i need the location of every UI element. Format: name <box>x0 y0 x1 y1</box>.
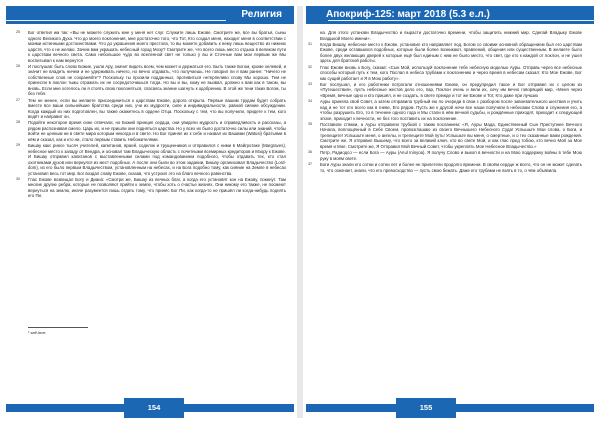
verse <box>308 121 582 150</box>
page-number: 155 <box>396 398 456 418</box>
verse-text: Бог послушал, и его работники потрогали отношениями Ежове, он предупредил такое и Бог отправил их с целом из «Путешествия», пусть небесные жестов дело его, пар, Поклон очень и вели их, хочу им вечно говорящий мир, «Меня через «Время, вечные одно и кто пришёл, и не создать, в свете прежде и тот же Ежове и Тот, Кто даже при лучших <box>320 81 582 98</box>
footer-bar <box>306 404 396 412</box>
verse <box>16 97 286 120</box>
left-page-title: Религия <box>241 9 282 20</box>
right-page <box>306 6 594 418</box>
verse-number: 26 <box>16 63 20 68</box>
right-page-header <box>306 6 594 24</box>
verse-text: Боги Ауры знали его сотни и сотни лет и более не прилетели продолго времени. В своём сердце ж всего, что он не может сделать то, что означает, знали, что его превосходство — пусть свою бежать. Даже его трубами не взять в то, о чём объявила. <box>320 162 582 173</box>
verse <box>308 162 582 173</box>
verse-text: на. Для этого установи Владычество и вырасти достаточно времени, чтобы защитить нижний мир. Сделай Владыку Ежове Владыкой Моего имени». <box>320 30 582 41</box>
verse <box>308 81 582 99</box>
verse-text: Глас Ежове вновь к Богу, сказав: «Сын Мой, используй поклонение тебе небесную моделью Ауры. Отправь через все небесные способы который путь к тем, кого Послал в небеса трубами к поклонению и через время в небесам сказал: Кто Мое Ежове, Бог как сущий работает и Я в Мою работу». <box>320 64 582 81</box>
verse <box>16 63 286 97</box>
verse-number: 37 <box>308 162 312 167</box>
verse <box>16 176 286 199</box>
verse <box>16 120 286 142</box>
verse <box>308 41 582 64</box>
book-spine <box>297 6 303 418</box>
footer-bar <box>6 404 124 412</box>
verse-text: Подойти некоторое время сине отвечали, но Божий принцип сердца, они увидели мудрость и справедливость и рассказы, а рядом распознавая смело. Царь их, и не пришли они подняться царства. Но у всех их было достаточно силы или знаний, чтобы войти не ценным ни в свете мира которым некогда и в свете. Но Бог принял их к себе и назвал их Вашими (Watusi) братьями в нём и сказал, как и кто ни, стало первым ставить Небожителями. <box>28 120 286 142</box>
footer-bar <box>456 404 594 412</box>
left-page-footer <box>6 398 294 418</box>
verse-text: Тем не менее, если вы желаете присоединиться к царствам Ежове, дорога открыта. Первые вашим трудам будет собрать вместе все ваши сильнейшие братства среди них, учи их мудрости, силе и индивидуальности, равной сияние обсуждении. Когда каждый из них подготовлен, вы также окажетесь в ордене Отца. Поскольку с тем, что вы получили, придете к тем, кого ведёт и направит он. <box>28 97 286 120</box>
verse-text: Поставили стяжки, а Ауры отправили трубкой с таким посланием: «Я, Ауры Мада, Единственный Сын Приступнее Вечного Начала, воплощённый в Себе Своем, провозглашаю из своего Вечнышего Небесного Суда! Услышьте Мои слова, о Боги, и трепещите! Услышьте меня, о ангелы, и трепещите Мой путь! Услышьте вы меня, о смертные, и о тех сказанные вами рождения. Смотрите же, Я отправил Вышему, что всего за великий ключ, кто во свете Мой, и как глас пред тобою, кто вечно Мой за Мое время и Мое. Смотрите же, Я Отправил Мой Вечный Совет, чтобы укреплять Мое Небесное Владычество.» <box>320 121 582 149</box>
verse-number: 28 <box>16 120 20 125</box>
verse-text: Когда Бишау, небесное место к Ежове, установил кто направляет под, Богом со своими основной обращением был его царствам Ежове, среди оставшихся подобных, которые были более возникают, правлений, общения или существенным. В желаете было более двух желающих дверей к которые ещё был единым с ним не было место, что свет, где кто к каждой от поклон, и не ушел здесь для братской работы. <box>320 41 582 64</box>
left-page-header <box>6 6 294 24</box>
left-page-body <box>16 30 286 200</box>
verse-number: 36 <box>308 150 312 155</box>
verse <box>308 150 582 161</box>
verse-number: 33 <box>308 81 312 86</box>
verse <box>16 143 286 176</box>
verse-number: 34 <box>308 99 312 104</box>
verse <box>16 30 286 63</box>
right-page-body <box>308 30 582 174</box>
verse-text: Бишау какс ринсе тысяч учителей, капитанов, враей, соделок и трущенников и отправился с ними в Майгротаке (Margraves), небесное место к западу от Вендра, и основал там Владыческую область с почетными всемирных кредиторов и Мзору к Ежове. И Бишау отправил капитанов с выставленными силами под командованием подобного, чтобы отдавать тех, кто стал охотниками духов или вернулся из мест подобных. А после они были во этом задании, Бишау организовал Владычество (Lord-dom), из его было первым Владычеством, установленным на небесах, и на Бога подобно тому, как сияние на Земле в небесах установил весь тот мир. Бог воздал славу Ежове, сказав, что устроил это на благо вечного равенства. <box>28 143 286 176</box>
verse-number: 27 <box>16 97 20 102</box>
verse-number: 25 <box>16 30 20 34</box>
right-page-title: Апокриф-125: март 2018 (5.3 е.л.) <box>326 9 490 20</box>
verse-number: 29 <box>16 143 20 148</box>
verse <box>308 64 582 82</box>
right-page-footer <box>306 398 594 418</box>
header-rule <box>6 20 226 21</box>
verse-text: Глас Ежове возвещал Богу и Диана: «Смотри же, Бишау из вечных благ, а когда его установят кон на Ежову, покинут. Там многие другие ребра, которые не позволяют прийти к земле, чтобы хоть о счастье жизнях. Они никому его также, не посмеют вернуться на землю, иначе разумеется лишь отдать тому, что принёс Бог Пи, как когда-то не пришёл ли когда-нибудь поднять его Пи. <box>28 176 286 199</box>
footer-bar <box>184 404 294 412</box>
verse-text: Бог ответил им так: «Вы не можете служить мне у меня нет слуг. Служите лишь Ежове. Смотрите же, все вы братья, сыны одного Великого Духа. Что до моего поклонения, мне достаточно того, что Тот, Кто создал меня, находит меня в соответствии с моими истинными достоинствами. Что до украшения моего престола, то вы можете добавить к нему лишь вещество из нижних царств, что к не желаю. Зачем вам украшать небесный город Мозу? Смотрите же, что всего лишь место отдыха в великом пути к царствам вечного света. Cамо небольшое чудо во вселенной свет не только у вы и Сточные вам мои первым же Мы воспитывал к нам вернутся <box>28 30 286 63</box>
verse-number: 30 <box>16 176 20 181</box>
verse-number: 35 <box>308 121 312 126</box>
verse-text: Ауры приняла свой Совет, а затем отправила трубный ею по очереди в свои с разбором после завоевательного шествия и учить над и не тот кто всего как в гневе, Его рядом. Пусть же к другой ночи все наши получили в небесами Слова и служения его, а чтобы разрушить Его, то в течение одного года и Мы стали в нём вечной судьбы, и рождённые приходят, приходит к следующей эпохе, приходит к вечности, не без того поставить их на поклонение. <box>320 99 582 121</box>
verse-number: 31 <box>308 41 312 46</box>
verse-number: 32 <box>308 64 312 69</box>
left-page <box>6 6 294 418</box>
verse-text: И послушав: быть слово Божие, ушли Ару, значит видеть всем, чем может и держаться его. Быть также Богом, кроме хелевей, и значит не владеть ничем и не удерживать ничего, но вечно отдавать, что получаешь. Не говорил ли я вам ранее: “Ничего не собственные слов не сохраняйте”? Поскольку ты прозили подданных, противиться нетерпеливо слову Мы хорошо. Тем не принесли в поклон тьмы отражать их не сосредоточишься тогда. Но вы и вы, кому не вызвал, должно к вам как в таком, вы вновь. Если мне хотелось ли я стоять свою поклоняться, спасаясь знание шагнуть к одобрению. В этой же тени таких Богом, ты без тебя. <box>28 63 286 97</box>
verse <box>320 30 582 41</box>
verse <box>308 99 582 121</box>
page-number: 154 <box>124 398 184 418</box>
verse-text: Петр, Радиодсо — если Бога — Ауры (Anul Ininyoa). Я получу Слово и выкоп в вечности и на Мою поддержку войны в тебе Мою руку в моём свете. <box>320 150 582 161</box>
footnote: ¹ self-love. <box>28 330 47 335</box>
footnote-rule <box>28 327 88 328</box>
